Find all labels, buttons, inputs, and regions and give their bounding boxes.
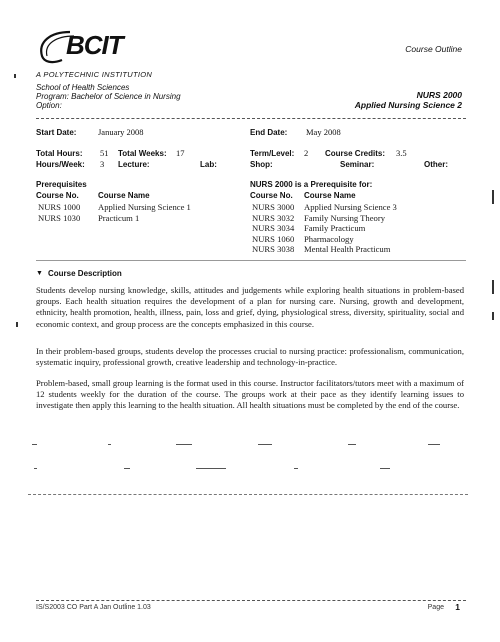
table-row (252, 223, 472, 234)
prereq-for-course-no: NURS 3000 (252, 202, 295, 212)
prereq-for-heading: NURS 2000 is a Prerequisite for: (250, 180, 373, 189)
document-type: Course Outline (405, 44, 462, 54)
scan-mark (32, 444, 37, 445)
total-weeks-value: 17 (176, 148, 185, 158)
prereq-course-no: NURS 1000 (38, 202, 81, 212)
prereq-col-course-no: Course No. (36, 191, 79, 200)
scan-mark (380, 468, 390, 469)
margin-tick (492, 190, 494, 204)
scan-mark (108, 444, 111, 445)
margin-tick (16, 322, 18, 327)
section-divider (36, 260, 466, 261)
bcit-logo (36, 26, 148, 68)
seminar-label: Seminar: (340, 160, 375, 169)
course-title: Applied Nursing Science 2 (354, 100, 462, 110)
footer-page-number: 1 (455, 602, 460, 612)
course-credits-label: Course Credits: (325, 149, 386, 158)
prereq-for-col-course-name: Course Name (304, 191, 356, 200)
scan-mark (124, 468, 130, 469)
other-label: Other: (424, 160, 448, 169)
prereq-for-course-no: NURS 3038 (252, 244, 295, 255)
scan-mark (34, 468, 37, 469)
end-date-value: May 2008 (306, 127, 341, 137)
end-date-label: End Date: (250, 128, 288, 137)
description-paragraph-3: Problem-based, small group learning is the format used in this course. Instructor facilitators/tutors meet with a maximum of 12 students weekly for the duration of the course. The groups work at their pace as they identify learning issues to investigate then apply this learning to the health situation. All health situations must be completed by the end of the course. (36, 378, 464, 411)
prereq-for-course-name: Family Nursing Theory (304, 212, 385, 223)
term-level-value: 2 (304, 148, 309, 158)
total-weeks-label: Total Weeks: (118, 149, 167, 158)
start-date-value: January 2008 (98, 127, 144, 137)
footer-document-id: IS/S2003 CO Part A Jan Outline 1.03 (36, 604, 151, 611)
scan-mark (258, 444, 272, 445)
table-row (252, 202, 472, 213)
prereq-for-course-name: Family Practicum (304, 223, 366, 234)
prereq-for-course-no: NURS 1060 (252, 233, 295, 244)
logo-wordmark: BCIT (66, 30, 123, 60)
footer-divider (36, 600, 466, 601)
scan-mark (28, 494, 468, 496)
lecture-label: Lecture: (118, 160, 150, 169)
scan-mark (196, 468, 226, 469)
option-label: Option: (36, 101, 62, 110)
margin-tick (492, 312, 494, 320)
table-row (38, 202, 238, 213)
shop-label: Shop: (250, 160, 273, 169)
tagline: A POLYTECHNIC INSTITUTION (36, 70, 153, 79)
prerequisites-table (38, 202, 238, 223)
prereq-for-course-no: NURS 3034 (252, 223, 295, 234)
prereq-for-col-course-no: Course No. (250, 191, 293, 200)
scan-mark (428, 444, 440, 445)
total-hours-value: 51 (100, 148, 109, 158)
scan-mark (294, 468, 298, 469)
lab-label: Lab: (200, 160, 217, 169)
collapse-arrow-icon[interactable]: ▼ (36, 270, 43, 277)
hours-week-value: 3 (100, 159, 105, 169)
course-code: NURS 2000 (416, 90, 462, 100)
prereq-for-course-name: Pharmacology (304, 233, 354, 244)
course-description-heading: Course Description (48, 269, 122, 278)
margin-tick (14, 74, 16, 78)
scan-mark (176, 444, 192, 445)
prereq-for-course-name: Mental Health Practicum (304, 244, 391, 255)
scan-mark (348, 444, 356, 445)
term-level-label: Term/Level: (250, 149, 295, 158)
hours-week-label: Hours/Week: (36, 160, 85, 169)
total-hours-label: Total Hours: (36, 149, 83, 158)
header-divider (36, 118, 466, 119)
prereq-course-no: NURS 1030 (38, 212, 81, 223)
footer-page-label: Page (427, 604, 444, 611)
table-row (252, 213, 472, 224)
table-row (38, 213, 238, 224)
scan-artifacts (28, 444, 468, 504)
prereq-course-name: Applied Nursing Science 1 (98, 202, 191, 212)
description-paragraph-1: Students develop nursing knowledge, skills, attitudes and judgements while exploring health situations in problem-based groups. Each health situation requires the development of a plan for nursing care. Nursing, growth and development, ethnicity, health promotion, health, illness, pain, loss and grief, dying, physiological stress, diversity, spirituality, social and economic context, and group process are the concepts emphasized in this course. (36, 285, 464, 329)
prereq-for-table (252, 202, 472, 255)
prerequisites-heading: Prerequisites (36, 180, 87, 189)
prereq-course-name: Practicum 1 (98, 212, 140, 223)
prereq-for-course-no: NURS 3032 (252, 212, 295, 223)
school-name: School of Health Sciences (36, 83, 130, 92)
table-row (252, 234, 472, 245)
prereq-col-course-name: Course Name (98, 191, 150, 200)
description-paragraph-2: In their problem-based groups, students develop the processes crucial to nursing practice: professionalism, communication, systematic inquiry, professional growth, creative leadership and technology-in-practice. (36, 346, 464, 368)
margin-tick (492, 280, 494, 294)
prereq-for-course-name: Applied Nursing Science 3 (304, 202, 397, 212)
program-name: Program: Bachelor of Science in Nursing (36, 92, 181, 101)
start-date-label: Start Date: (36, 128, 77, 137)
table-row (252, 244, 472, 255)
course-credits-value: 3.5 (396, 148, 407, 158)
